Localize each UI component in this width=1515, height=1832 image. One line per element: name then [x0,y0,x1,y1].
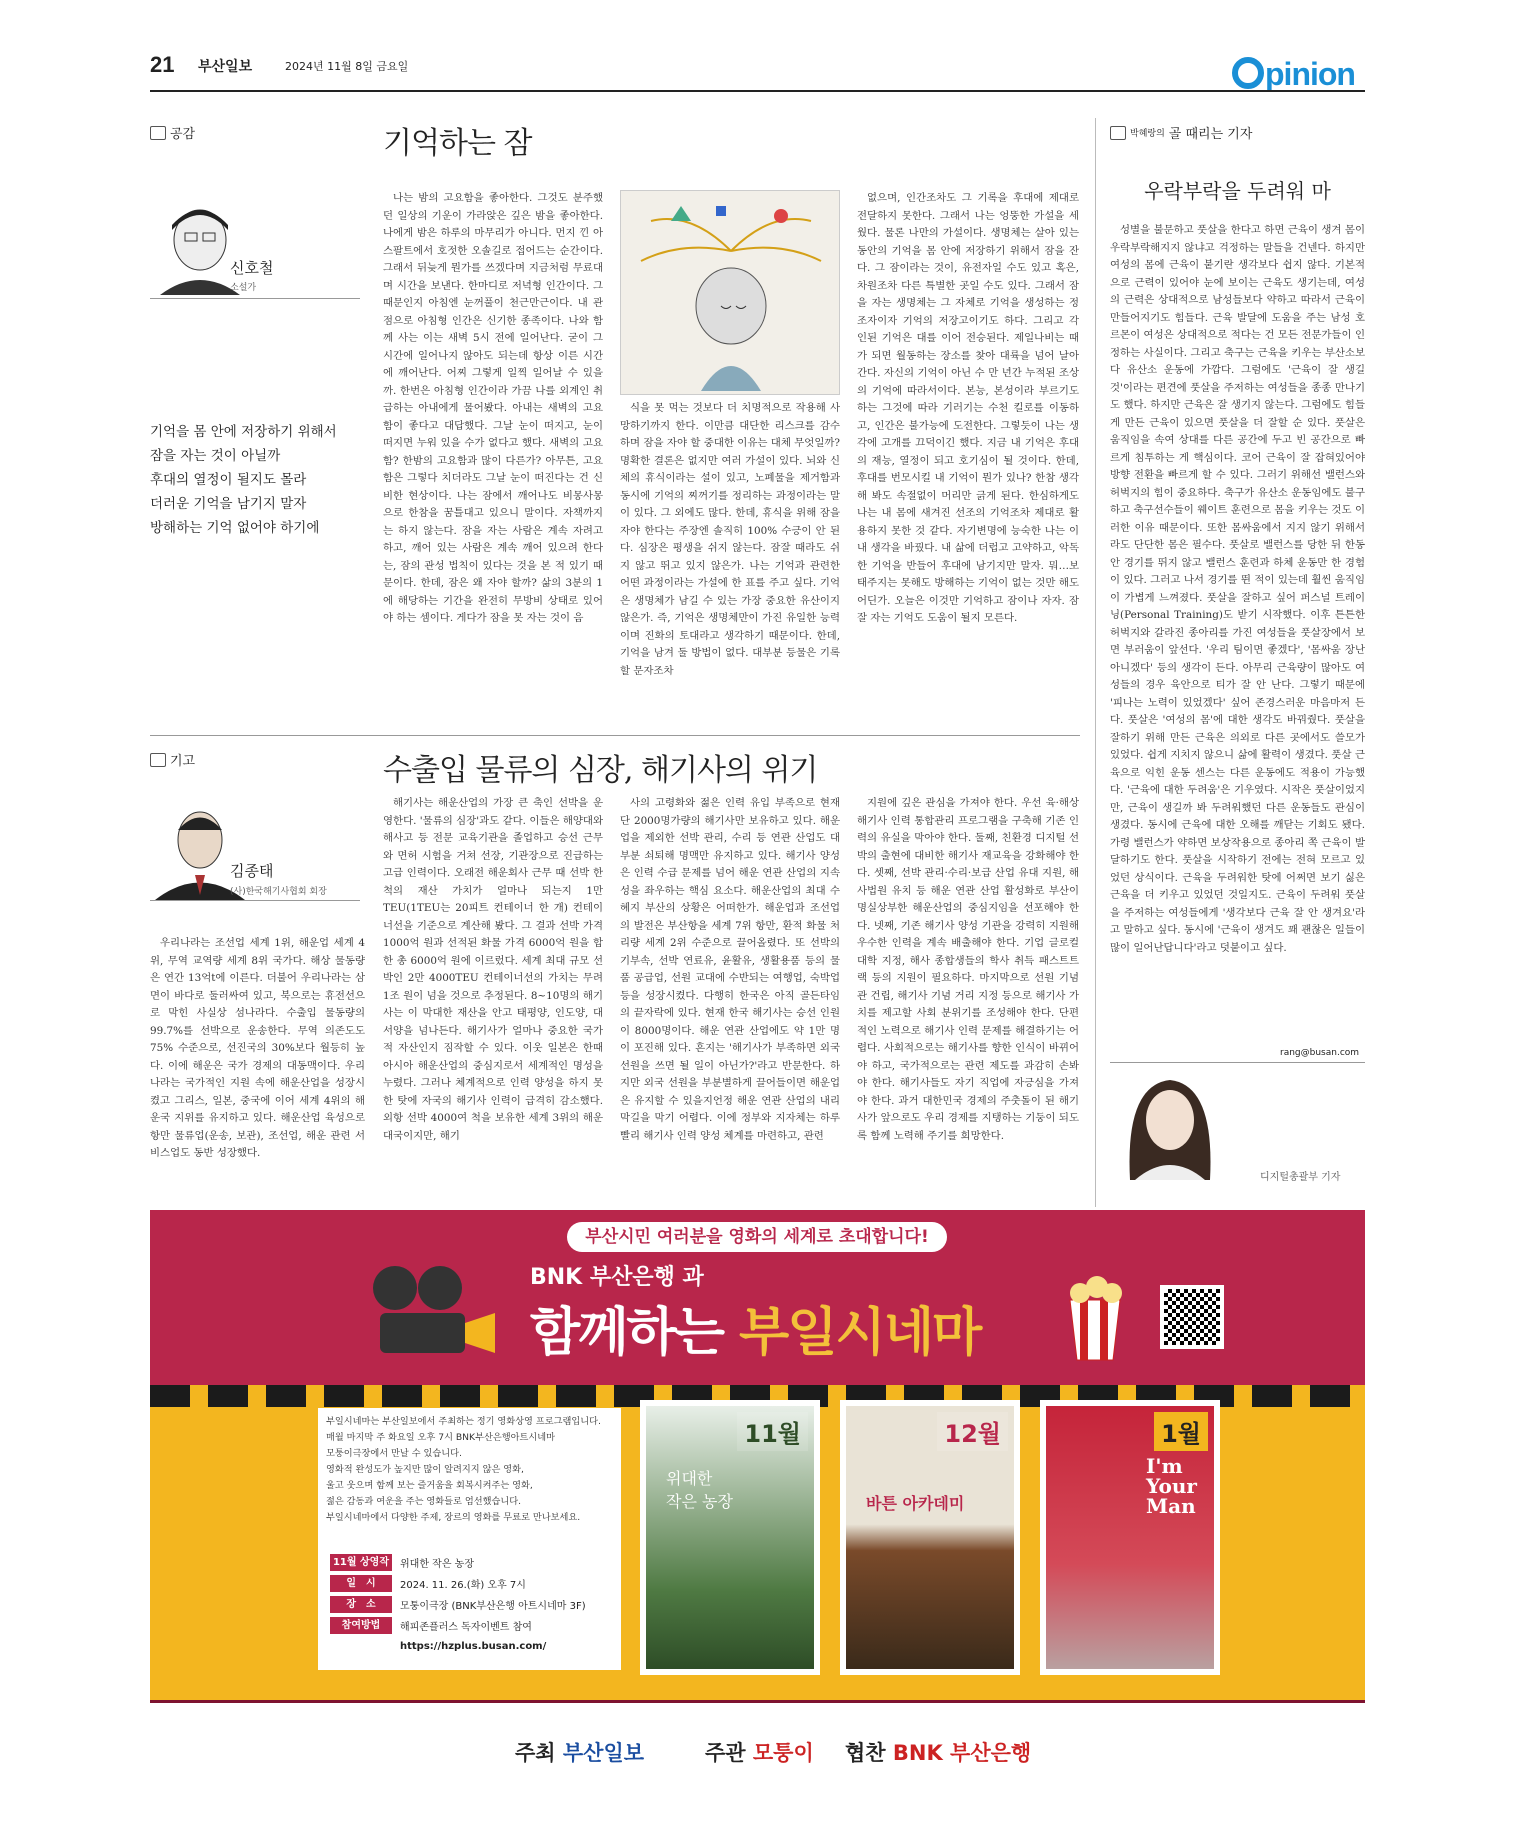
author-email: rang@busan.com [1280,1048,1360,1058]
section-label: 기고 [150,750,195,769]
page-number: 21 [150,52,175,77]
ad-intro: 부일시네마는 부산일보에서 주최하는 정기 영화상영 프로그램입니다. 매월 마지막 주 화요일 오후 7시 BNK부산은행아트시네마 모퉁이극장에서 만날 수 있습니다. 영화적 완성도가 높지만 많이 알려지지 않은 영화, 울고 웃으며 함께 보는 즐거움을 회복시켜주는 영화, 젊은 감동과 여운을 주는 영화들로 엄선했습니다. 부일시네마에서 다양한 주제, 장르의 영화를 무료로 만나보세요. [326,1416,601,1523]
article-body: 없으며, 인간조차도 그 기록을 후대에 제대로 전달하지 못한다. 그래서 나는 엉뚱한 가설을 세웠다. 물론 나만의 가설이다. 생명체는 살아 있는 동안의 기억을 몸 안에 저장하기 위해서 잠을 잔다. 그 잠이라는 것이, 유전자일 수도 있고 혹은, 차원조차 다른 특별한 곳일 수도 있다. 그래서 잠을 자는 생명체는 그 자체로 기억을 생성하는 정조자이자 기억의 저장고이기도 하다. 그리고 각 인된 기억은 대를 이어 전승된다. 제일나비는 때가 되면 월동하는 장소를 찾아 대륙을 넘어 날아간다. 자신의 기억이 아닌 수 만 년간 누적된 조상의 기억에 따라서이다. 본능, 본성이라 부르기도 하는 그것에 따라 기러기는 수천 킬로를 이동하고, 인간은 불가능에 도전한다. 그렇듯이 나는 생각에 고개를 끄덕이긴 했다. 지금 내 기억은 후대의 재능, 열정이 되고 호기심이 될 것이다. 한데, 후대를 번모시킬 내 기억이 뭔가 있나? 한참 생각해 봐도 속절없이 머리만 긁게 된다. 한심하게도 나는 내 몸에 새겨진 선조의 기억조차 제대로 활용하지 못한 것 같다. 자기변명에 능숙한 나는 이내 생각을 바꿨다. 내 삶에 더럽고 고약하고, 악독한 기억을 반들어 후대에 남기지만 말자. 뭐…보태주지는 못해도 방해하는 기억이 없는 것만 해도 어딘가. 오늘은 이것만 기억하고 잠이나 자자. 잠 잘 자는 기억도 도움이 될지 모른다. [857,192,1079,624]
article-body: 우리나라는 조선업 세계 1위, 해운업 세계 4위, 무역 교역량 세계 8위 국가다. 해상 물동량은 연간 13억t에 이른다. 더불어 우리나라는 삼면이 바다로 둘러싸여 있고, 북으로는 휴전선으로 막힌 사실상 섬나라다. 수출입 물동량의 99.7%를 선박으로 운송한다. 무역 의존도도 75% 수준으로, 선진국의 30%보다 월등히 높다. 이에 해운은 국가 경제의 대동맥이다. 우리나라는 국가적인 지원 속에 해운산업을 성장시켰고 그리스, 일본, 중국에 이어 세계 4위의 해운국 지위를 유지하고 있다. 해운산업 육성으로 항만 물류업(운송, 보관), 조선업, 해운 관련 서비스업도 동반 성장했다. [150,937,365,1159]
author-role: 디지털총괄부 기자 [1260,1172,1341,1183]
section-label: 공감 [150,123,195,142]
book-icon [150,753,166,767]
section-label: 박혜랑의 골 때리는 기자 [1110,123,1252,142]
article-title: 우락부락을 두려워 마 [1144,179,1331,203]
pull-quote: 기억을 몸 안에 저장하기 위해서 잠을 자는 것이 아닐까 후대의 열정이 될지도 몰라 더러운 기억을 남기지 말자 방해하는 기억 없어야 하기에 [150,424,337,536]
article-title: 기억하는 잠 [383,126,532,161]
opinion-o-icon [1232,57,1264,89]
poster-2: 12월 바튼 아카데미 [840,1400,1020,1675]
poster-1: 11월 위대한 작은 농장 [640,1400,820,1675]
ad-bnk-line: BNK 부산은행 과 [530,1265,704,1290]
ad-url[interactable]: https://hzplus.busan.com/ [400,1641,547,1652]
sponsor-organizer: 주관 모퉁이 [705,1741,814,1765]
author-photo [1110,1065,1230,1180]
opinion-logo: pinion [1232,56,1355,93]
article-body: 사의 고령화와 젊은 인력 유입 부족으로 현재 단 2000명가량의 해기사만 보유하고 있다. 해운업을 제외한 선박 관리, 수리 등 연관 산업도 대부분 쇠퇴해 명맥만 유지하고 있다. 해기사 양성은 인력 수급 문제를 넘어 해운 연관 산업의 지속성을 좌우하는 핵심 요소다. 해운산업의 최대 수혜지 부산의 상황은 어떠한가. 해운업과 조선업의 발전은 부산항을 세계 7위 항만, 환적 화물 처리량 세계 2위 수준으로 끌어올렸다. 또 선박의 기부속, 선박 연료유, 윤활유, 생활용품 등의 물품 공급업, 선원 교대에 수반되는 여행업, 숙박업 등을 성장시켰다. 다행히 한국은 아직 골든타임의 끝자락에 있다. 현재 한국 해기사는 승선 인원이 8000명이다. 해운 연관 산업에도 약 1만 명이 포진해 있다. 흔지는 '해기사가 부족하면 외국 선원을 쓰면 될 일이 아닌가?'라고 반문한다. 하지만 외국 선원을 부분별하게 끌어들이면 해운업은 유지할 수 있을지언정 해운 연관 산업의 내리막길을 막기 어렵다. 이에 정부와 지자체는 하루 빨리 해기사 인력 양성 체계를 마련하고, 관련 [620,797,840,1142]
book-icon [150,126,166,140]
article-body: 해기사는 해운산업의 가장 큰 축인 선박을 운영한다. '물류의 심장'과도 같다. 이들은 해양대와 해사고 등 전문 교육기관을 졸업하고 승선 근무와 면허 시험을 거쳐 선장, 기관장으로 진급하는 고급 인력이다. 오래전 해운회사 근무 때 선박 한 척의 재산 가치가 얼마나 되는지 1만TEU(1TEU는 20피트 컨테이너 한 개) 컨테이너선을 기준으로 계산해 봤다. 그 결과 선박 가격 1000억 원과 선적된 화물 가격 6000억 원을 합한 총 6000억 원에 이르렀다. 세계 최대 규모 선박인 2만 4000TEU 컨테이너선의 가치는 무려 1조 원이 넘을 것으로 추정된다. 8~10명의 해기사는 이 막대한 재산을 안고 태평양, 인도양, 대서양을 넘나든다. 해기사가 얼마나 중요한 국가적 자산인지 짐작할 수 있다. 이웃 일본은 한때 아시아 해운산업의 중심지로서 세계적인 명성을 누렸다. 그러나 체계적으로 인력 양성을 하지 못한 탓에 자국의 해기사 인력이 급격히 감소했다. 외항 선박 4000여 척을 보유한 세계 3위의 해운대국이지만, 해기 [383,797,603,1142]
author-name: 신호철 [230,259,274,277]
author-name: 김종태 [230,862,274,880]
ad-title: 함께하는 부일시네마 [530,1303,981,1363]
author-role: 소설가 [230,283,257,293]
book-icon [1110,126,1126,140]
article-body: 지원에 깊은 관심을 가져야 한다. 우선 육·해상 해기사 인력 통합관리 프로그램을 구축해 기존 인력의 유실을 막아야 한다. 둘째, 친환경 디지털 선박의 출현에 대비한 해기사 재교육을 강화해야 한다. 셋째, 선박 관리·수리·보급 산업 유대 지원, 해사법원 유치 등 해운 연관 산업 활성화로 부산이 명실상부한 해운산업의 중심지임을 선포해야 한다. 넷째, 기존 해기사 양성 기관을 강력히 지원해 우수한 인력을 계속 배출해야 한다. 기업 글로컬대학 지정, 해사 종합생들의 학사 취득 패스트트랙 등의 지원이 필요하다. 마지막으로 선원 기념관 건립, 해기사 기념 거리 지정 등으로 해기사 가치를 제고할 사회 분위기를 조성해야 한다. 단편적인 노력으로 해기사 인력 문제를 해결하기는 어렵다. 사회적으로는 해기사를 향한 인식이 바뀌어야 하고, 국가적으로는 관련 제도를 과감히 손봐야 한다. 해기사들도 자기 직업에 자긍심을 가져야 한다. 과거 대한민국 경제의 주춧돌이 된 해기사가 앞으로도 우리 경제를 지탱하는 기둥이 되도록 함께 노력해 주기를 희망한다. [857,797,1079,1142]
popcorn-icon [1045,1255,1145,1365]
column-divider [1095,118,1096,1207]
header-rule [150,90,1365,92]
paper-name: 부산일보 [198,59,253,75]
illustration [620,190,840,395]
article-body: 성별을 불문하고 풋살을 한다고 하면 근육이 생겨 몸이 우락부락해지지 않냐고 걱정하는 말들을 건넨다. 하지만 여성의 몸에 근육이 붙기란 생각보다 쉽지 않다. 기본적으로 근력이 있어야 눈에 보이는 근육도 생기는데, 여성의 근력은 상대적으로 남성들보다 약하고 따라서 근육이 만들어지기도 힘들다. 근육 발달에 도움을 주는 남성 호르몬이 여성은 상대적으로 적다는 건 모든 전문가들이 인정하는 사실이다. 그리고 축구는 근육을 키우는 부산소보다 유산소 운동에 가깝다. 그럼에도 '근육이 잘 생길 것'이라는 편견에 풋살을 주저하는 여성들을 종종 만나기도 했다. 하지만 근육은 잘 생기지 않는다. 그럼에도 힘들게 만든 근육이 있으면 풋살을 더 잘할 순 있다. 풋살은 움직임을 속여 상대를 다른 공간에 두고 빈 공간으로 빠르게 침투하는 게 핵심이다. 코어 근육이 잘 잡혀있어야 방향 전환을 빠르게 할 수 있다. 그러기 위해선 밸런스와 허벅지의 힘이 중요하다. 축구가 유산소 운동임에도 불구하고 축구선수들이 웨이트 훈련으로 몸을 키우는 것도 이러한 이유 때문이다. 또한 몸싸움에서 지지 않기 위해서라도 단단한 몸은 필수다. 풋살로 밸런스를 당한 뒤 한동안 경기를 뛰지 않고 밸런스 훈련과 하체 운동만 한 경험이 있다. 그러고 나서 경기를 뛴 적이 있는데 훨씬 움직임이 가볍게 느껴졌다. 풋살을 잘하고 싶어 퍼스널 트레이닝(Personal Training)도 받기 시작했다. 이후 튼튼한 허벅지와 갈라진 종아리를 가진 여성들을 풋살장에서 보면 부러움이 앞선다. '우리 팀이면 좋겠다', '몸싸움 장난 아니겠다' 등의 생각이 든다. 아무리 근육량이 많아도 여성들의 경우 육안으로 티가 잘 안 난다. 그렇기 때문에 '피나는 노력이 있었겠다' 싶어 존경스러운 마음마저 든다. 풋살은 '여성의 몸'에 대한 생각도 바꿔줬다. 풋살을 잘하기 위해 만든 근육은 의외로 다른 곳에서도 쓸모가 있었다. 쉽게 지치지 않으니 삶에 활력이 생겼다. 풋살 근육으로 익힌 운동 센스는 다른 운동에도 적용이 가능했다. '근육에 대한 두려움'은 기우였다. 시작은 풋살이었지만, 근육이 생길까 봐 두려워했던 다른 운동들도 관심이 생겼다. 동시에 근육에 대한 오해를 깨닫는 기회도 됐다. 가령 밸런스가 약하면 보상작용으로 종아리 쪽 근육이 발달하기도 한다. 풋살을 시작하기 전에는 전혀 모르고 있었던 상식이다. 근육을 두려워한 탓에 어쩌면 보기 싫은 근육을 더 키우고 있었던 것일지도. 근육이 두려워 풋살을 주저하는 여성들에게 '생각보다 근육 잘 안 생겨요'라고 말하고 싶다. 동시에 '근육이 생겨도 꽤 괜찮은 일들이 많이 일어난답니다'라고 덧붙이고 싶다. [1110,224,1365,954]
author-role: (사)한국해기사협회 회장 [230,887,327,897]
projector-icon [360,1258,500,1368]
ad-info-table: 11월 상영작 위대한 작은 농장 일 시 2024. 11. 26.(화) 오후 7시 장 소 모퉁이극장 (BNK부산은행 아트시네마 3F) 참여방법 해피존플러스 독자이벤트 참여 https://hzplus.busan.com/ [330,1552,620,1657]
poster-3: 1월 I'm Your Man [1040,1400,1220,1675]
issue-date: 2024년 11월 8일 금요일 [285,60,409,73]
article-body: 식을 못 먹는 것보다 더 치명적으로 작용해 사망하기까지 한다. 이만큼 대단한 리스크를 감수하며 잠을 자야 할 중대한 이유는 대체 무엇일까? 명확한 결론은 없지만 여러 가설이 있다. 뇌와 신체의 휴식이라는 설이 있고, 노폐물을 제거함과 동시에 기억의 찌꺼기를 정리하는 과정이라는 말이 있다. 그 외에도 많다. 한데, 휴식을 위해 잠을 자야 한다는 주장엔 솔직히 100% 수긍이 안 된다. 심장은 평생을 쉬지 않는다. 잠잘 때라도 쉬지 않고 뛰고 있지 않은가. 나는 기억과 관련한 어떤 과정이라는 가설에 한 표를 주고 싶다. 기억은 생명체가 남길 수 있는 가장 중요한 유산이지 않은가. 즉, 기억은 생명체만이 가진 유일한 능력이며 진화의 토대라고 생각하기 때문이다. 한데, 기억을 남겨 둘 방법이 없다. 대부분 등물은 기록할 문자조차 [620,402,840,677]
sponsor-partner: 협찬 BNK 부산은행 [845,1741,1032,1765]
article-body: 나는 밤의 고요함을 좋아한다. 그것도 분주했던 일상의 기운이 가라앉은 깊은 밤을 좋아한다. 나에게 밤은 하루의 마무리가 아니다. 먼지 낀 아스팔트에서 호젓한 오솔길로 접어드는 순간이다. 그래서 뒤늦게 뭔가를 쓰겠다며 지금처럼 무료대며 시간을 보낸다. 한마디로 저녁형 인간이다. 그 때문인지 아침엔 눈꺼풀이 천근만근이다. 내 관점으로 아침형 인간은 신기한 종족이다. 나와 함께 사는 이는 새벽 5시 전에 일어난다. 굳이 그 시간에 일어나지 않아도 되는데 항상 이른 시간에 깨어난다. 어찌 그렇게 일찍 일어날 수 있을까. 한번은 아침형 인간이라 가끔 나를 외계인 취급하는 아내에게 물어봤다. 아내는 새벽의 고요함이 좋다고 대답했다. 그날 눈이 떠지고, 눈이 떠지면 누워 있을 수가 없다고 했다. 새벽의 고요함? 한밤의 고요함과 많이 다른가? 아무튼, 고요함은 그렇다 치더라도 그날 눈이 떠진다는 건 신비한 현상이다. 나는 잠에서 깨어나도 비몽사몽으로 한참을 꿈틀대고 있으니 말이다. 자책까지는 하지 않는다. 잠을 자는 사람은 계속 자려고 하고, 깨어 있는 사람은 계속 깨어 있으려 한다는, 잠의 관성 법칙이 있다는 것을 본 적 있기 때문이다. 한데, 잠은 왜 자야 할까? 삶의 3분의 1에 해당하는 기간을 완전히 무방비 상태로 있어야 하는 셈이다. 게다가 잠을 못 자는 것이 음 [383,192,603,624]
qr-code[interactable] [1160,1285,1224,1349]
sponsor-host: 주최 부산일보 [515,1741,645,1765]
article-title: 수출입 물류의 심장, 해기사의 위기 [383,753,818,788]
ad-banner: 부산시민 여러분을 영화의 세계로 초대합니다! [567,1222,947,1252]
